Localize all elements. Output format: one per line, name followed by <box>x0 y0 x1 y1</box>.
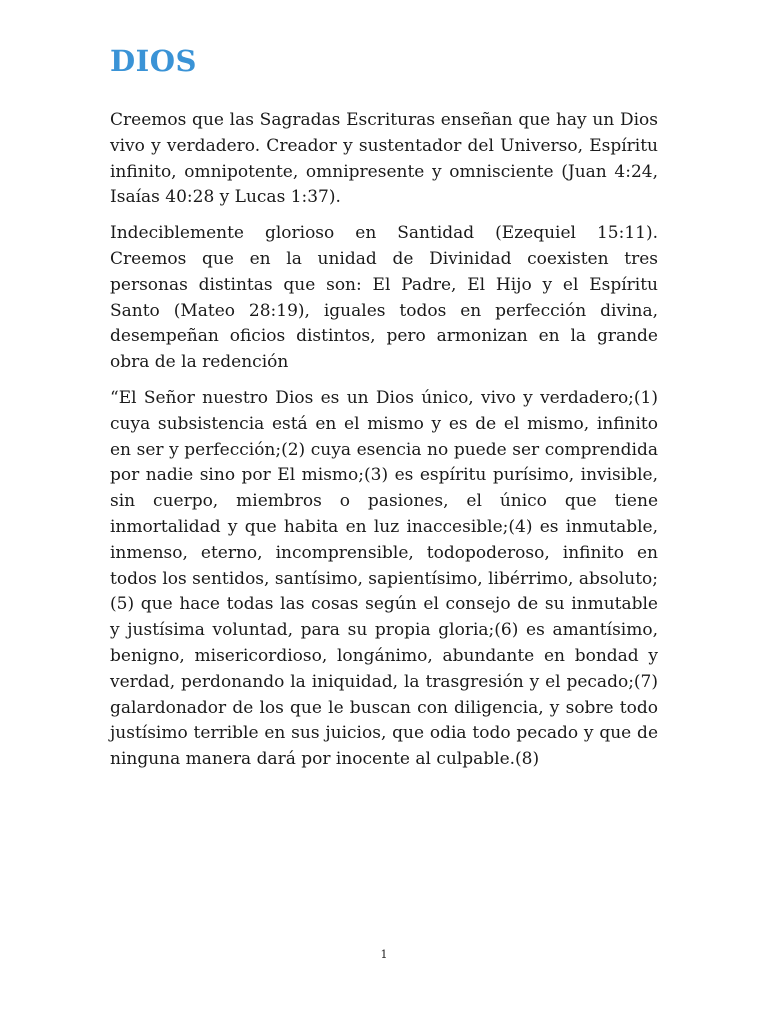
paragraph-3: “El Señor nuestro Dios es un Dios único, vivo y verdadero;(1) cuya subsistencia está en el mismo y es de el mismo, infinito en ser y perfección;(2) cuya esencia no puede ser comprendida por nadie sino por El mismo;(3) es espíritu purísimo, invisible, sin cuerpo, miembros o pasiones, el único que tiene inmortalidad y que habita en luz inaccesible;(4) es inmutable, inmenso, eterno, incomprensible, todopoderoso, infinito en todos los sentidos, santísimo, sapientísimo, libérrimo, absoluto;(5) que hace todas las cosas según el consejo de su inmutable y justísima voluntad, para su propia gloria;(6) es amantísimo, benigno, misericordioso, longánimo, abundante en bondad y verdad, perdonando la iniquidad, la trasgresión y el pecado;(7) galardonador de los que le buscan con diligencia, y sobre todo justísimo terrible en sus juicios, que odia todo pecado y que de ninguna manera dará por inocente al culpable.(8) <box>110 387 658 770</box>
document-body <box>110 108 658 783</box>
page-number: 1 <box>380 948 388 961</box>
paragraph-1: Creemos que las Sagradas Escrituras enseñan que hay un Dios vivo y verdadero. Creador y sustentador del Universo, Espíritu infinito, omnipotente, omnipresente y omnisciente (Juan 4:24, Isaías 40:28 y Lucas 1:37). <box>110 110 658 208</box>
page-title: DIOS <box>110 44 197 78</box>
paragraph-2: Indeciblemente glorioso en Santidad (Ezequiel 15:11). Creemos que en la unidad de Divinidad coexisten tres personas distintas que son: El Padre, El Hijo y el Espíritu Santo (Mateo 28:19), iguales todos en perfección divina, desempeñan oficios distintos, pero armonizan en la grande obra de la redención <box>110 223 658 373</box>
